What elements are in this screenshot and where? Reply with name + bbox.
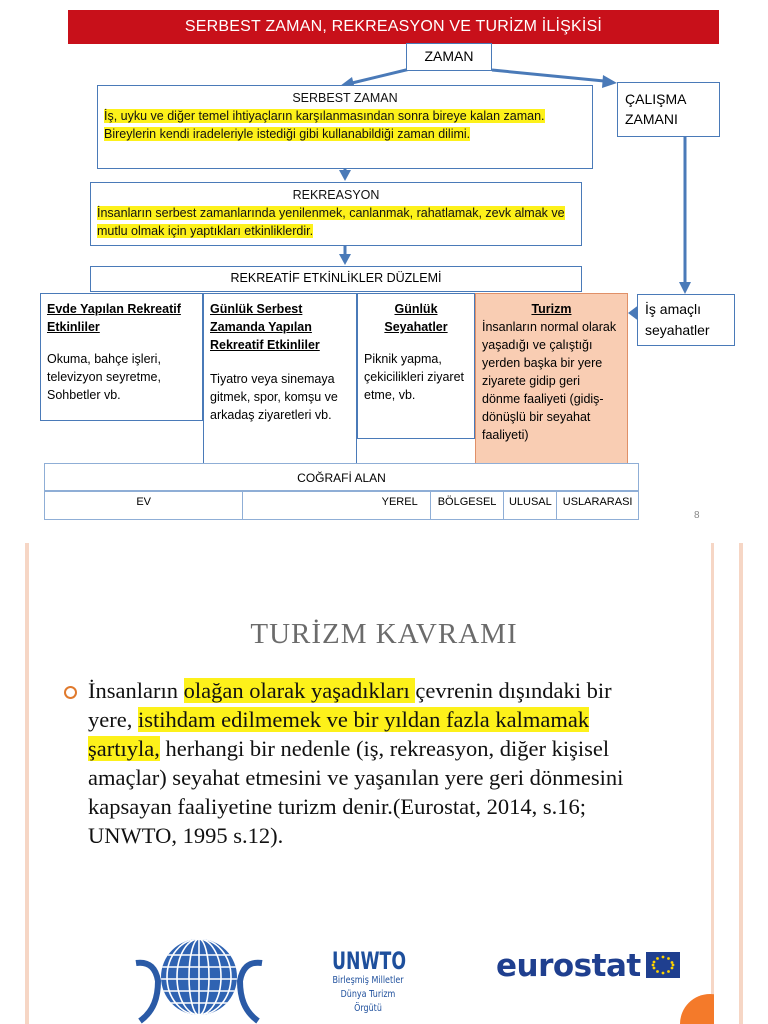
column-gunluk-seyahatler-body: Piknik yapma, çekicilikleri ziyaret etme, vb. (364, 352, 465, 402)
column-gunluk-seyahatler (357, 293, 475, 439)
cografi-alan-scale (44, 491, 639, 520)
column-evde-body: Okuma, bahçe işleri, televizyon seyretme, Sohbetler vb. (47, 352, 161, 402)
rekreasyon-definition: İnsanların serbest zamanlarında yenilenmek, canlanmak, rahatlamak, zevk almak ve mutlu olmak için yaptıkları etkinliklerdir. (97, 206, 565, 238)
eurostat-logo (496, 946, 686, 986)
geo-cell-ulusal: ULUSAL (504, 492, 557, 519)
geo-cell-ev: EV (45, 492, 243, 519)
column-gunluk-serbest-title: Günlük Serbest Zamanda Yapılan Rekreatif Etkinliler (210, 302, 320, 352)
rekreasyon-box (90, 182, 582, 246)
slide-2-title: TURİZM KAVRAMI (250, 618, 518, 650)
unwto-subtitle-2: Dünya Turizm Örgütü (340, 989, 396, 1014)
rekreasyon-heading: REKREASYON (292, 188, 380, 202)
turizm-definition: İnsanların olağan olarak yaşadıkları çevrenin dışındaki bir yere, istihdam edilmemek ve bir yıldan fazla kalmamak şartıyla, herhangi bir nedenle (iş, rekreasyon, diğer kişisel amaçlar) seyahat etmesini ve yaşanılan yere geri dönmesini kapsayan faaliyetine turizm denir.(Eurostat, 2014, s.16; UNWTO, 1995 s.12). (88, 678, 624, 848)
geo-cell-uslararasi: USLARARASI (562, 496, 633, 508)
eurostat-wordmark: eurostat (496, 948, 641, 984)
right-deco-stripe-inner (711, 543, 714, 1024)
left-deco-stripe (25, 543, 29, 1024)
zaman-box: ZAMAN (406, 43, 492, 71)
serbest-zaman-definition: İş, uyku ve diğer temel ihtiyaçların karşılanmasından sonra bireye kalan zaman. Bireylerin kendi iradeleriyle istediği gibi kullanabildiği zaman dilimi. (104, 109, 545, 141)
un-globe-logo (128, 925, 270, 1024)
slide-1-title: SERBEST ZAMAN, REKREASYON VE TURİZM İLİŞKİSİ (68, 10, 719, 44)
geo-cell-bolgesel: BÖLGESEL (431, 492, 505, 519)
column-gunluk-seyahatler-title: Günlük Seyahatler (384, 302, 448, 334)
column-turizm (475, 293, 628, 478)
bullet-icon (64, 686, 77, 699)
page-number: 8 (694, 510, 700, 521)
unwto-logo (318, 948, 418, 1016)
right-deco-stripe (739, 543, 743, 1024)
serbest-zaman-heading: SERBEST ZAMAN (292, 91, 398, 105)
column-evde-title: Evde Yapılan Rekreatif Etkinliler (47, 302, 181, 334)
eu-flag-icon (646, 952, 680, 978)
unwto-subtitle-1: Birleşmiş Milletler (332, 975, 404, 986)
column-evde (40, 293, 203, 421)
calisma-zamani-box: ÇALIŞMA ZAMANI (617, 82, 720, 137)
unwto-wordmark: UNWTO (332, 947, 407, 975)
is-amacli-seyahatler-box: İş amaçlı seyahatler (637, 294, 735, 346)
column-gunluk-serbest (203, 293, 357, 476)
cografi-alan-box: COĞRAFİ ALAN (44, 463, 639, 491)
corner-decoration (680, 992, 714, 1024)
column-turizm-body: İnsanların normal olarak yaşadığı ve çalıştığı yerden başka bir yere ziyarete gidip geri dönme faaliyeti (gidiş-dönüşlü bir seyahat faaliyeti) (482, 320, 617, 442)
geo-cell-yerel: YEREL (243, 492, 430, 519)
serbest-zaman-box (97, 85, 593, 169)
rekreatif-duzlem-box: REKREATİF ETKİNLİKLER DÜZLEMİ (90, 266, 582, 292)
column-gunluk-serbest-body: Tiyatro veya sinemaya gitmek, spor, komşu ve arkadaş ziyaretleri vb. (210, 372, 338, 422)
column-turizm-title: Turizm (531, 302, 572, 316)
